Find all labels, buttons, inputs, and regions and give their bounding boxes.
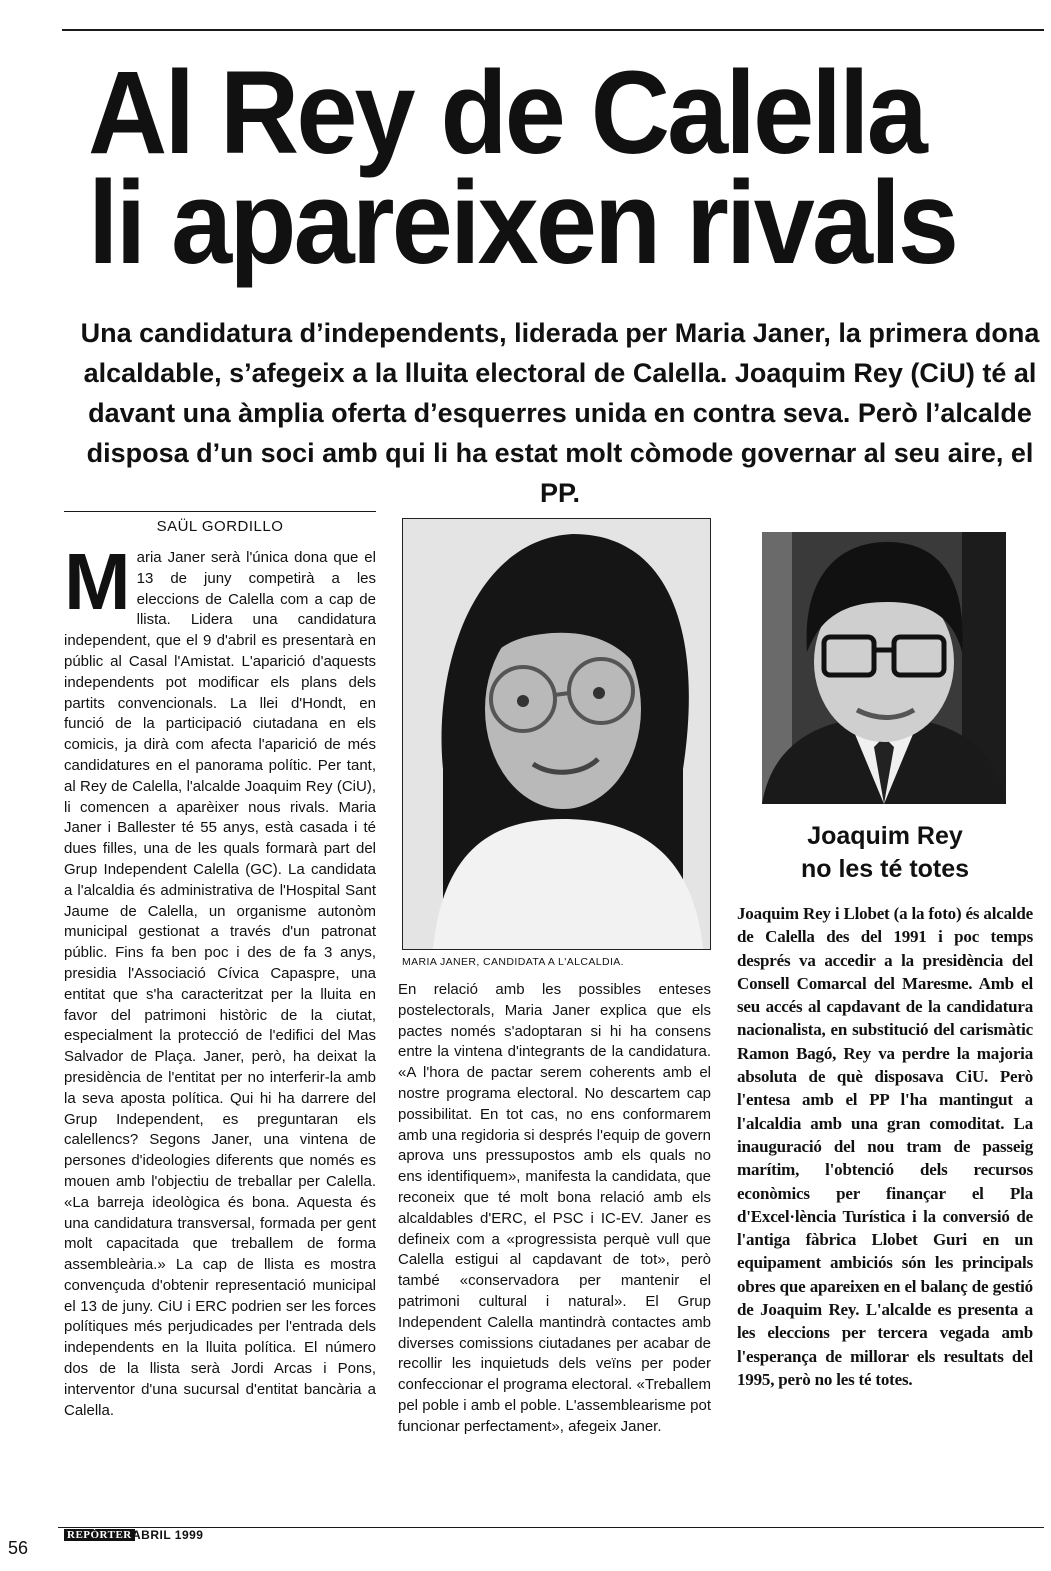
headline-line-1: Al Rey de Calella: [88, 47, 925, 179]
sidebar-text: Joaquim Rey i Llobet (a la foto) és alcalde de Calella des del 1991 i poc temps després va accedir a la presidència del Consell Comarcal del Maresme. Amb el seu accés al capdavant de la candidatura nacionalista, en substitució del carismàtic Ramon Bagó, Rey va perdre la majoria absoluta de què disposava CiU. Però l'entesa amb el PP l'ha mantingut a l'alcaldia amb una gran comoditat. La inauguració del nou tram de passeig marítim, l'obtenció dels recursos econòmics per finançar el Pla d'Excel·lència Turística i la conversió de l'antiga fàbrica Llobet Guri en un equipament ambiciós són les principals obres que apareixen en el balanç de gestió de Joaquim Rey. L'alcalde es presenta a les eleccions per tercera vegada amb l'esperança de millorar els resultats del 1995, però no les té totes.: [737, 904, 1033, 1389]
article-column-2: [398, 980, 711, 1438]
photo-joaquim-rey: [762, 532, 1006, 804]
sidebar-title-line-2: no les té totes: [800, 855, 970, 883]
byline-rule: [64, 511, 376, 512]
article-paragraph-1: aria Janer serà l'única dona que el 13 de juny competirà a les eleccions de Calella com a cap de llista. Lidera una candidatura independent, que el 9 d'abril es presentarà en públic al Casal l'Amistat. L'aparició d'aquests independents pot modificar els plans dels partits convencionals. La llei d'Hondt, en funció de la participació ciutadana en els comicis, ja dirà com afecta l'aparició de més candidatures en el panorama polític. Per tant, al Rey de Calella, l'alcalde Joaquim Rey (CiU), li comencen a aparèixer nous rivals. Maria Janer i Ballester té 55 anys, està casada i té dues filles, una de les quals formarà part del Grup Independent Calella (GC). La candidata a l'alcaldia és administrativa de l'Hospital Sant Jaume de Calella, un organisme autonòm municipal gestionat a través d'un patronat públic. Fins fa ben poc i des de fa 3 anys, presidia l'Associació Cívica Capaspre, una entitat que s'ha caracteritzat per la lluita en favor del patrimoni històric de la ciutat, especialment la protecció de l'edifici del Mas Salvador de Plaça. Janer, però, ha deixat la presidència de l'entitat per no interferir-la amb la seva aposta política. Qui hi ha darrere del Grup Independent, es preguntaran els calellencs? Segons Janer, una vintena de persones d'ideologies diferents que només es mouen amb l'objectiu de treballar per Calella. «La barreja ideològica és bona. Aquesta és una candidatura transversal, formada per gent molt capacitada que treballem de forma assembleària.» La cap de llista es mostra convençuda d'obtenir representació municipal el 13 de juny. CiU i ERC podrien ser les forces polítiques més perjudicades per l'entrada dels independents en la lluita política. El número dos de la llista serà Jordi Arcas i Pons, interventor d'una sucursal d'entitat bancària a Calella.: [64, 549, 376, 1419]
headline-line-2: li apareixen rivals: [88, 157, 957, 289]
sidebar-title-line-1: Joaquim Rey: [807, 822, 963, 850]
photo-caption: MARIA JANER, CANDIDATA A L'ALCALDIA.: [402, 956, 624, 968]
article-paragraph-2: En relació amb les possibles enteses postelectorals, Maria Janer explica que els pactes només s'adoptaran si hi ha consens entre la vintena d'integrants de la candidatura. «A l'hora de pactar serem coherents amb el nostre programa electoral. No descartem cap possibilitat. En tot cas, no ens conformarem amb una regidoria si després l'equip de govern aprova uns pressupostos amb els quals no ens identifiquem», manifesta la candidata, que reconeix que té molt bona relació amb els alcaldables d'ERC, el PSC i IC-EV. Janer es defineix com a «progressista perquè vull que Calella estigui al capdavant de tot», però també «conservadora per mantenir el patrimoni cultural i natural». El Grup Independent Calella mantindrà contactes amb diverses comissions ciutadanes per acabar de recollir les inquietuds dels veïns per poder confeccionar el programa electoral. «Treballem pel poble i amb el poble. L'assemblearisme pot funcionar perfectament», afegeix Janer.: [398, 981, 711, 1435]
page-number: 56: [8, 1538, 29, 1558]
top-rule: [62, 29, 1044, 31]
drop-cap: M: [64, 537, 131, 626]
byline: SAÜL GORDILLO: [156, 518, 284, 535]
headline: [88, 47, 972, 289]
issue-date: ABRIL 1999: [132, 1528, 204, 1542]
portrait-illustration-rey: [762, 532, 1006, 804]
magazine-logo: REPÒRTER: [64, 1529, 135, 1541]
sidebar-title: [760, 820, 1010, 886]
bottom-rule: [58, 1527, 1044, 1528]
article-deck: Una candidatura d’independents, liderada per Maria Janer, la primera dona alcaldable, s’afegeix a la lluita electoral de Calella. Joaquim Rey (CiU) té al davant una àmplia oferta d’esquerres unida en contra seva. Però l’alcalde disposa d’un soci amb qui li ha estat molt còmode governar al seu aire, el PP.: [80, 318, 1040, 508]
article-column-1: [64, 537, 376, 1421]
portrait-illustration: [403, 519, 710, 949]
photo-maria-janer: [402, 518, 711, 950]
